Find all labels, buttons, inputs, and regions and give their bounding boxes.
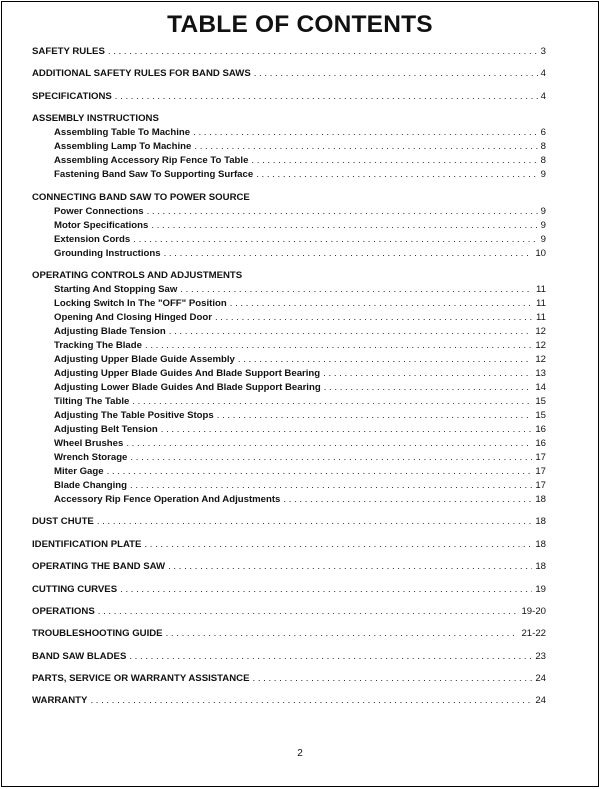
toc-subentry xyxy=(32,382,546,396)
dot-leader xyxy=(169,326,533,337)
dot-leader xyxy=(97,516,533,527)
toc-entry xyxy=(32,539,546,553)
toc-subentry xyxy=(32,480,546,494)
toc-subentry xyxy=(32,206,546,220)
toc-entry-page: 17 xyxy=(535,479,546,491)
dot-leader xyxy=(238,354,532,365)
toc-entry-page: 9 xyxy=(540,233,546,245)
dot-leader xyxy=(217,410,533,421)
toc-entry xyxy=(32,91,546,105)
toc-subentry xyxy=(32,326,546,340)
dot-leader xyxy=(283,494,532,505)
toc-entry-page: 18 xyxy=(535,538,546,550)
toc-entry-page: 14 xyxy=(535,381,546,393)
toc-entry-page: 4 xyxy=(540,68,546,80)
dot-leader xyxy=(164,248,533,259)
toc-subentry xyxy=(32,494,546,508)
dot-leader xyxy=(151,220,537,231)
toc-entry-label: Miter Gage xyxy=(54,465,104,477)
toc-entry xyxy=(32,651,546,665)
table-of-contents xyxy=(32,46,546,709)
toc-entry-label: Opening And Closing Hinged Door xyxy=(54,311,212,323)
dot-leader xyxy=(147,206,538,217)
dot-leader xyxy=(144,539,532,550)
dot-leader xyxy=(130,480,532,491)
toc-subentry xyxy=(32,340,546,354)
toc-entry-page: 9 xyxy=(540,205,546,217)
toc-entry-label: CONNECTING BAND SAW TO POWER SOURCE xyxy=(32,191,250,203)
toc-entry-label: Adjusting The Table Positive Stops xyxy=(54,409,214,421)
toc-subentry xyxy=(32,410,546,424)
toc-entry-label: DUST CHUTE xyxy=(32,516,94,528)
toc-entry-label: PARTS, SERVICE OR WARRANTY ASSISTANCE xyxy=(32,673,250,685)
toc-entry-page: 18 xyxy=(535,516,546,528)
dot-leader xyxy=(161,424,533,435)
toc-entry-page: 19-20 xyxy=(521,605,546,617)
dot-leader xyxy=(230,298,533,309)
toc-entry-page: 15 xyxy=(535,395,546,407)
dot-leader xyxy=(107,466,533,477)
toc-entry-label: OPERATING CONTROLS AND ADJUSTMENTS xyxy=(32,269,243,281)
toc-entry-label: ASSEMBLY INSTRUCTIONS xyxy=(32,113,159,125)
toc-entry-page: 19 xyxy=(535,583,546,595)
toc-entry-page: 9 xyxy=(540,219,546,231)
toc-subentry xyxy=(32,248,546,262)
toc-subentry xyxy=(32,284,546,298)
toc-entry-page: 3 xyxy=(540,46,546,57)
toc-entry-label: SAFETY RULES xyxy=(32,46,105,57)
toc-entry xyxy=(32,584,546,598)
toc-entry-page: 9 xyxy=(540,169,546,181)
toc-entry-page: 6 xyxy=(540,127,546,139)
toc-entry xyxy=(32,695,546,709)
toc-subentry xyxy=(32,466,546,480)
dot-leader xyxy=(130,452,532,463)
toc-entry-page: 17 xyxy=(535,451,546,463)
toc-entry xyxy=(32,46,546,60)
toc-entry-label: SPECIFICATIONS xyxy=(32,90,112,102)
dot-leader xyxy=(252,673,532,684)
toc-entry-label: Assembling Table To Machine xyxy=(54,127,191,139)
toc-entry-page: 16 xyxy=(535,423,546,435)
toc-entry-label: Adjusting Blade Tension xyxy=(54,325,166,337)
dot-leader xyxy=(90,695,532,706)
dot-leader xyxy=(129,651,532,662)
toc-entry-page: 4 xyxy=(540,90,546,102)
page-number: 2 xyxy=(297,748,303,759)
toc-subentry xyxy=(32,312,546,326)
toc-entry-label: IDENTIFICATION PLATE xyxy=(32,538,142,550)
toc-subentry xyxy=(32,354,546,368)
toc-entry-label: OPERATIONS xyxy=(32,605,95,617)
toc-entry-page: 8 xyxy=(540,155,546,167)
toc-entry-label: Tilting The Table xyxy=(54,395,130,407)
dot-leader xyxy=(166,628,519,639)
toc-subentry xyxy=(32,155,546,169)
toc-subentry xyxy=(32,424,546,438)
dot-leader xyxy=(115,91,538,102)
dot-leader xyxy=(324,382,533,393)
toc-entry-label: Wheel Brushes xyxy=(54,437,124,449)
toc-entry-label: Starting And Stopping Saw xyxy=(54,283,178,295)
toc-entry-label: Locking Switch In The "OFF" Position xyxy=(54,297,227,309)
toc-section-heading xyxy=(32,270,546,284)
toc-entry-label: Adjusting Belt Tension xyxy=(54,423,158,435)
toc-entry-page: 8 xyxy=(540,141,546,153)
dot-leader xyxy=(251,155,537,166)
toc-entry-label: Grounding Instructions xyxy=(54,247,161,259)
toc-subentry xyxy=(32,452,546,466)
toc-entry-page: 23 xyxy=(535,650,546,662)
dot-leader xyxy=(126,438,532,449)
toc-entry-label: Assembling Lamp To Machine xyxy=(54,141,192,153)
toc-entry-page: 17 xyxy=(535,465,546,477)
dot-leader xyxy=(98,606,519,617)
dot-leader xyxy=(194,141,537,152)
toc-entry-label: CUTTING CURVES xyxy=(32,583,118,595)
page-title: TABLE OF CONTENTS xyxy=(167,11,433,38)
toc-entry-label: Power Connections xyxy=(54,205,144,217)
toc-entry-label: WARRANTY xyxy=(32,695,88,707)
toc-entry-label: Adjusting Upper Blade Guides And Blade Support Bearing xyxy=(54,367,321,379)
dot-leader xyxy=(323,368,532,379)
toc-entry-label: OPERATING THE BAND SAW xyxy=(32,561,166,573)
toc-entry-page: 13 xyxy=(535,367,546,379)
toc-section-heading xyxy=(32,192,546,206)
toc-entry-page: 16 xyxy=(535,437,546,449)
dot-leader xyxy=(254,68,538,79)
toc-entry-page: 21-22 xyxy=(521,628,546,640)
toc-subentry xyxy=(32,169,546,183)
toc-entry-page: 24 xyxy=(535,673,546,685)
toc-subentry xyxy=(32,438,546,452)
dot-leader xyxy=(132,396,532,407)
toc-entry-label: Wrench Storage xyxy=(54,451,128,463)
toc-entry-page: 24 xyxy=(535,695,546,707)
toc-subentry xyxy=(32,141,546,155)
dot-leader xyxy=(168,561,532,572)
toc-section-heading xyxy=(32,113,546,127)
toc-subentry xyxy=(32,396,546,410)
toc-subentry xyxy=(32,368,546,382)
toc-entry xyxy=(32,516,546,530)
toc-subentry xyxy=(32,234,546,248)
toc-entry-page: 12 xyxy=(535,325,546,337)
dot-leader xyxy=(133,234,537,245)
toc-entry-page: 10 xyxy=(535,247,546,259)
toc-entry xyxy=(32,561,546,575)
toc-entry xyxy=(32,606,546,620)
toc-entry-label: Tracking The Blade xyxy=(54,339,142,351)
toc-entry xyxy=(32,68,546,82)
dot-leader xyxy=(256,169,537,180)
toc-entry-label: Assembling Accessory Rip Fence To Table xyxy=(54,155,249,167)
dot-leader xyxy=(193,127,538,138)
toc-entry-page: 18 xyxy=(535,493,546,505)
toc-entry-label: Extension Cords xyxy=(54,233,131,245)
dot-leader xyxy=(145,340,532,351)
dot-leader xyxy=(120,584,532,595)
toc-entry-page: 12 xyxy=(535,339,546,351)
toc-entry-label: ADDITIONAL SAFETY RULES FOR BAND SAWS xyxy=(32,68,251,80)
toc-entry-label: BAND SAW BLADES xyxy=(32,650,127,662)
toc-entry-page: 12 xyxy=(535,353,546,365)
toc-entry-label: TROUBLESHOOTING GUIDE xyxy=(32,628,163,640)
toc-entry xyxy=(32,628,546,642)
toc-subentry xyxy=(32,127,546,141)
toc-entry-page: 11 xyxy=(536,311,546,323)
toc-entry-label: Blade Changing xyxy=(54,479,128,491)
toc-entry xyxy=(32,673,546,687)
toc-subentry xyxy=(32,298,546,312)
toc-subentry xyxy=(32,220,546,234)
toc-entry-page: 18 xyxy=(535,561,546,573)
toc-entry-label: Motor Specifications xyxy=(54,219,149,231)
document-page xyxy=(1,1,599,787)
toc-entry-page: 11 xyxy=(536,283,546,295)
toc-entry-page: 15 xyxy=(535,409,546,421)
toc-entry-label: Adjusting Upper Blade Guide Assembly xyxy=(54,353,235,365)
dot-leader xyxy=(180,284,533,295)
dot-leader xyxy=(108,46,538,57)
toc-entry-page: 11 xyxy=(536,297,546,309)
toc-entry-label: Accessory Rip Fence Operation And Adjustments xyxy=(54,493,281,505)
dot-leader xyxy=(215,312,533,323)
toc-entry-label: Fastening Band Saw To Supporting Surface xyxy=(54,169,254,181)
toc-entry-label: Adjusting Lower Blade Guides And Blade Support Bearing xyxy=(54,381,321,393)
